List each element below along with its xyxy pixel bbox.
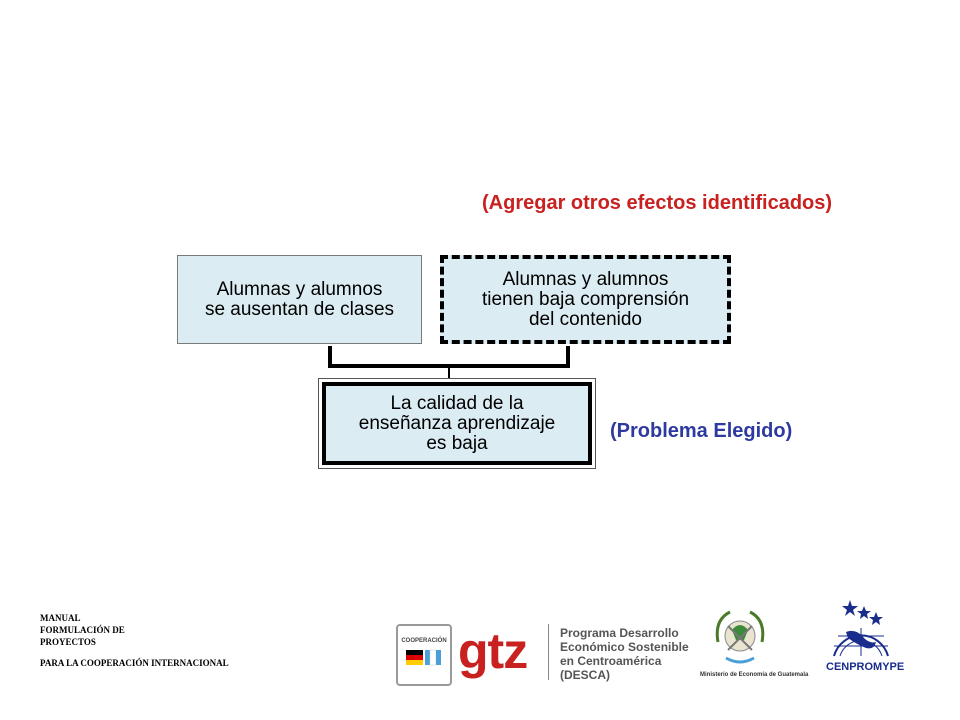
manual-title: MANUAL FORMULACIÓN DE PROYECTOS — [40, 613, 125, 647]
logo-divider — [548, 624, 549, 680]
flags-icon — [404, 644, 444, 672]
cenpromype-globe-icon — [826, 598, 896, 662]
desca-program-text: Programa Desarrollo Económico Sostenible en Centroamérica (DESCA) — [560, 626, 689, 682]
guatemala-coat-of-arms-icon — [708, 606, 772, 670]
cenpromype-label: CENPROMYPE — [826, 661, 905, 673]
gtz-logo: gtz — [458, 623, 528, 679]
problem-box — [322, 382, 592, 465]
problem-text: La calidad de la enseñanza aprendizaje es baja — [358, 392, 556, 454]
chosen-problem-note: (Problema Elegido) — [610, 420, 793, 442]
effect-box-comprehension — [440, 255, 731, 344]
ministry-label: Ministerio de Economía de Guatemala — [700, 672, 809, 678]
manual-subtitle: PARA LA COOPERACIÓN INTERNACIONAL — [40, 658, 229, 668]
cooperation-logo-text: COOPERACIÓN — [401, 638, 447, 644]
effect-box-absence — [177, 255, 422, 344]
cooperation-logo — [396, 624, 452, 686]
effect-comprehension-text: Alumnas y alumnos tienen baja comprensión del contenido — [481, 268, 690, 330]
add-effects-note: (Agregar otros efectos identificados) — [482, 192, 833, 214]
effect-absence-text: Alumnas y alumnos se ausentan de clases — [204, 278, 395, 320]
